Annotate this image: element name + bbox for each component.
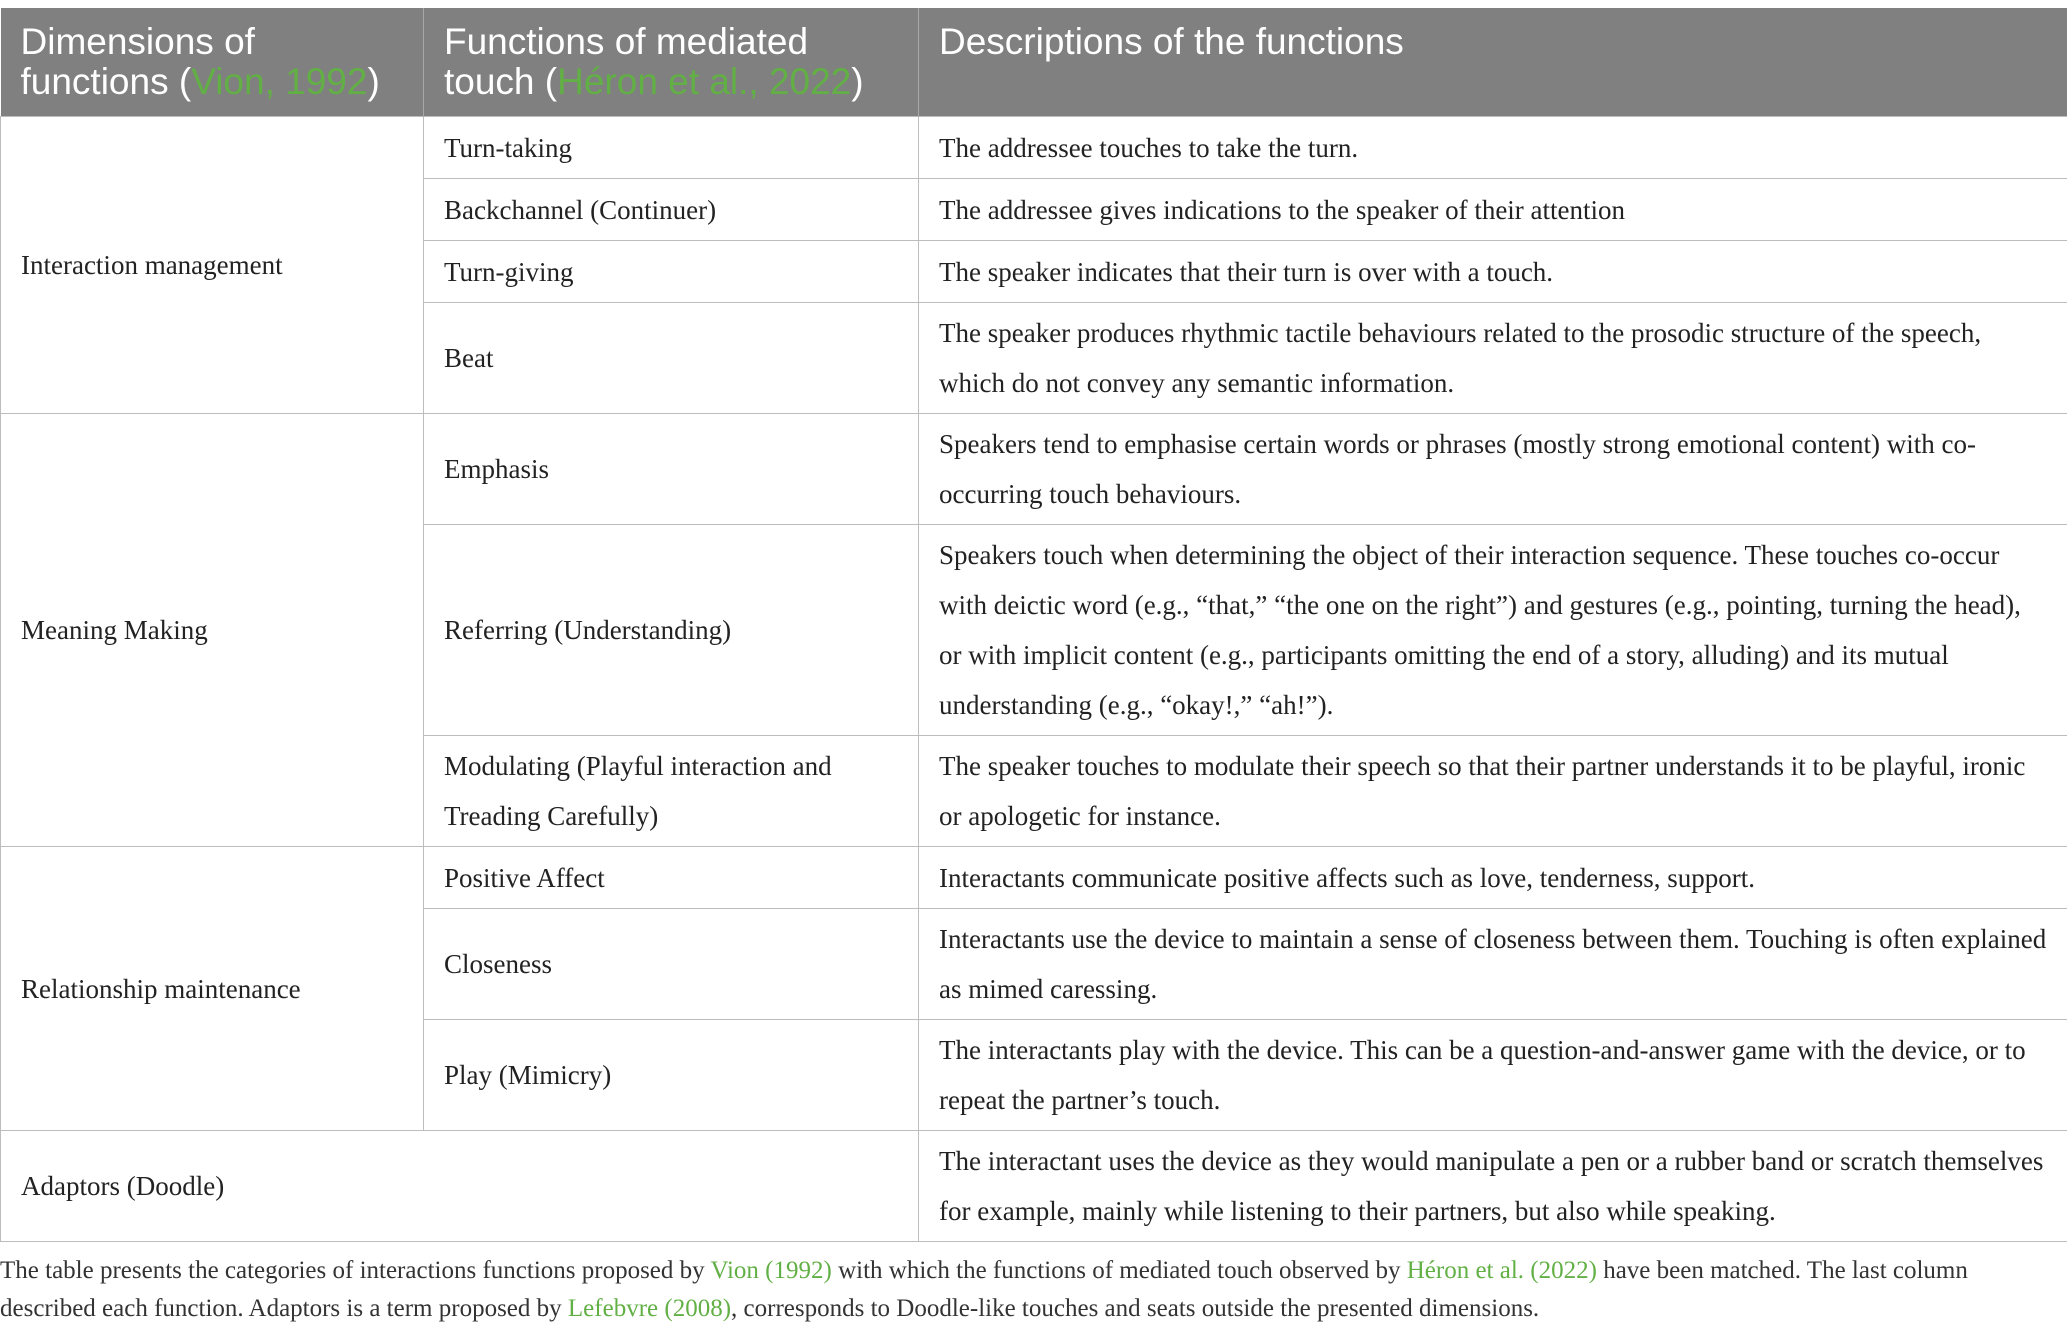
function-cell: Positive Affect — [424, 847, 919, 909]
caption-text: , corresponds to Doodle-like touches and seats outside the presented dimensions. — [731, 1295, 1540, 1322]
table-row — [1, 847, 2067, 909]
description-cell: The interactants play with the device. This can be a question-and-answer game with the device, or to repeat the partner’s touch. — [919, 1020, 2067, 1131]
table-container — [0, 8, 2067, 1328]
function-cell: Turn-taking — [424, 117, 919, 179]
heron-citation-link[interactable]: Héron et al., 2022 — [557, 61, 852, 102]
header-functions — [424, 8, 919, 117]
table-caption — [0, 1242, 2060, 1328]
header-dimensions-suffix: ) — [367, 61, 380, 102]
description-cell: The speaker indicates that their turn is over with a touch. — [919, 241, 2067, 303]
description-cell: The speaker produces rhythmic tactile behaviours related to the prosodic structure of the speech, which do not convey any semantic information. — [919, 303, 2067, 414]
function-cell: Emphasis — [424, 414, 919, 525]
header-descriptions: Descriptions of the functions — [919, 8, 2067, 117]
table-row — [1, 414, 2067, 525]
caption-text: have been matched. The last column described each function. Adaptors is a term proposed by — [0, 1257, 1968, 1322]
dimension-cell: Meaning Making — [1, 414, 424, 847]
functions-table — [0, 8, 2067, 1242]
dimension-cell: Adaptors (Doodle) — [1, 1131, 919, 1242]
description-cell: Interactants communicate positive affects such as love, tenderness, support. — [919, 847, 2067, 909]
description-cell: Speakers touch when determining the object of their interaction sequence. These touches co-occur with deictic word (e.g., “that,” “the one on the right”) and gestures (e.g., pointing, turning the head), or with implicit content (e.g., participants omitting the end of a story, alluding) and its mutual understanding (e.g., “okay!,” “ah!”). — [919, 525, 2067, 736]
description-cell: Speakers tend to emphasise certain words or phrases (mostly strong emotional content) with co-occurring touch behaviours. — [919, 414, 2067, 525]
description-cell: The interactant uses the device as they would manipulate a pen or a rubber band or scratch themselves for example, mainly while listening to their partners, but also while speaking. — [919, 1131, 2067, 1242]
description-cell: The addressee touches to take the turn. — [919, 117, 2067, 179]
vion-citation-link[interactable]: Vion, 1992 — [191, 61, 368, 102]
heron-caption-link[interactable]: Héron et al. (2022) — [1406, 1257, 1597, 1284]
function-cell: Modulating (Playful interaction and Treading Carefully) — [424, 736, 919, 847]
lefebvre-caption-link[interactable]: Lefebvre (2008) — [567, 1295, 732, 1322]
function-cell: Beat — [424, 303, 919, 414]
function-cell: Backchannel (Continuer) — [424, 179, 919, 241]
function-cell: Referring (Understanding) — [424, 525, 919, 736]
description-cell: The speaker touches to modulate their speech so that their partner understands it to be playful, ironic or apologetic for instance. — [919, 736, 2067, 847]
description-cell: The addressee gives indications to the speaker of their attention — [919, 179, 2067, 241]
header-functions-suffix: ) — [851, 61, 864, 102]
caption-text: with which the functions of mediated touch observed by — [831, 1257, 1407, 1284]
function-cell: Turn-giving — [424, 241, 919, 303]
header-dimensions-text: Dimensions of functions ( — [20, 21, 255, 102]
header-functions-text: Functions of mediated touch ( — [444, 21, 809, 102]
header-dimensions — [1, 8, 424, 117]
table-row — [1, 117, 2067, 179]
caption-text: The table presents the categories of interactions functions proposed by — [0, 1257, 711, 1284]
description-cell: Interactants use the device to maintain a sense of closeness between them. Touching is often explained as mimed caressing. — [919, 909, 2067, 1020]
vion-caption-link[interactable]: Vion (1992) — [710, 1257, 832, 1284]
function-cell: Play (Mimicry) — [424, 1020, 919, 1131]
header-row — [1, 8, 2067, 117]
dimension-cell: Interaction management — [1, 117, 424, 414]
dimension-cell: Relationship maintenance — [1, 847, 424, 1131]
table-row — [1, 1131, 2067, 1242]
function-cell: Closeness — [424, 909, 919, 1020]
